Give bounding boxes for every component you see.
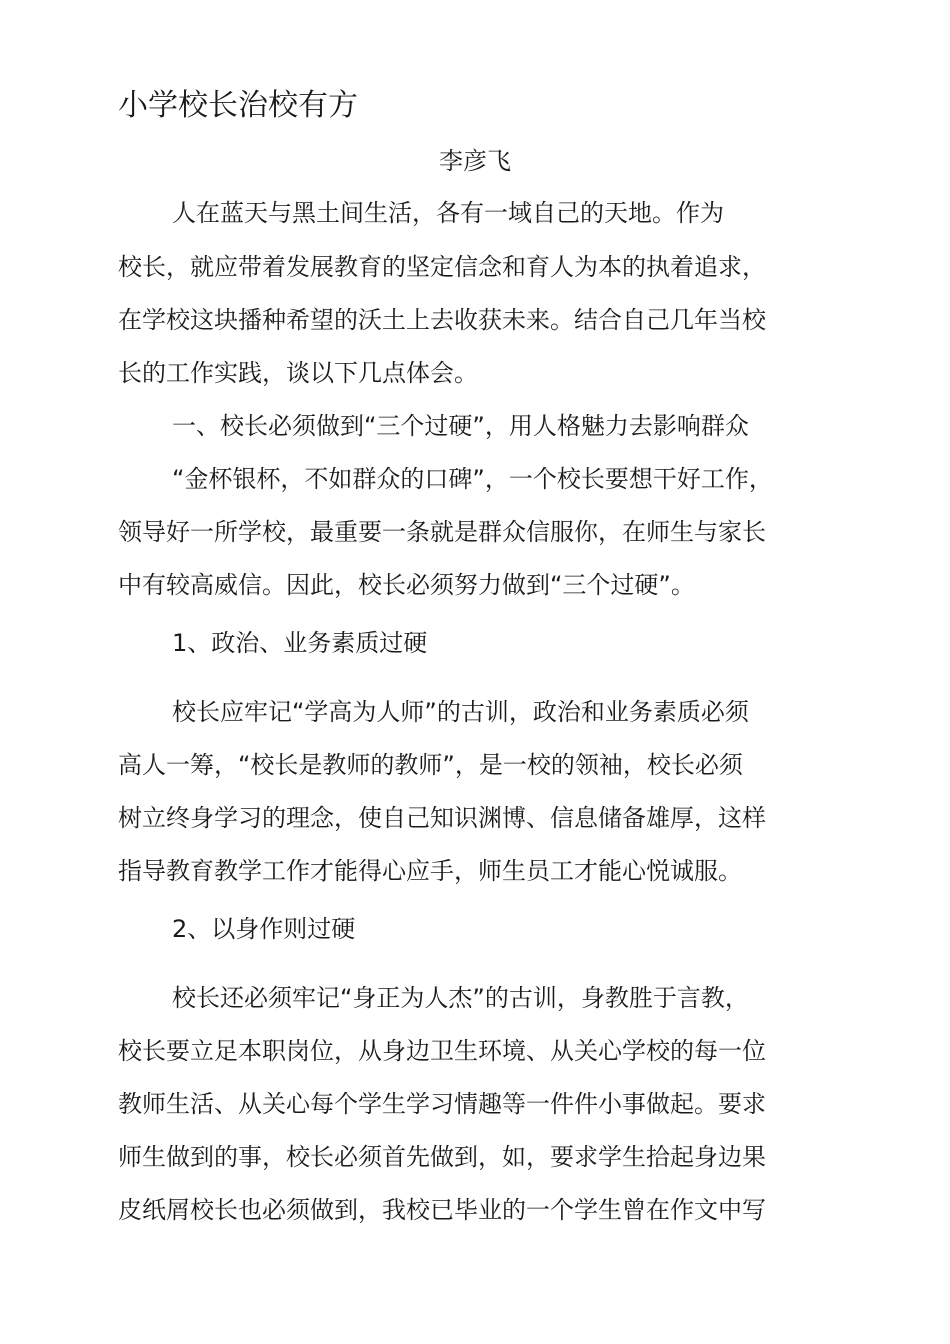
paragraph-line: 校长应牢记“学高为人师”的古训，政治和业务素质必须 — [172, 698, 749, 726]
paragraph-line: 校长还必须牢记“身正为人杰”的古训，身教胜于言教， — [172, 984, 749, 1012]
paragraph-line: 指导教育教学工作才能得心应手，师生员工才能心悦诚服。 — [118, 857, 742, 885]
section-heading: 一、校长必须做到“三个过硬”，用人格魅力去影响群众 — [172, 412, 749, 440]
paragraph-line: 中有较高威信。因此，校长必须努力做到“三个过硬”。 — [118, 571, 695, 599]
paragraph-line: 树立终身学习的理念，使自己知识渊博、信息储备雄厚，这样 — [118, 804, 766, 832]
paragraph-line: 校长，就应带着发展教育的坚定信念和育人为本的执着追求， — [118, 253, 766, 281]
paragraph-line: 在学校这块播种希望的沃土上去收获未来。结合自己几年当校 — [118, 306, 766, 334]
paragraph-line: “金杯银杯，不如群众的口碑”，一个校长要想干好工作， — [172, 465, 773, 493]
paragraph-line: 皮纸屑校长也必须做到，我校已毕业的一个学生曾在作文中写 — [118, 1196, 766, 1224]
paragraph-line: 领导好一所学校，最重要一条就是群众信服你，在师生与家长 — [118, 518, 766, 546]
author-name: 李彦飞 — [439, 147, 511, 175]
document-title: 小学校长治校有方 — [118, 88, 358, 123]
paragraph-line: 人在蓝天与黑土间生活，各有一域自己的天地。作为 — [172, 199, 724, 227]
paragraph-line: 教师生活、从关心每个学生学习情趣等一件件小事做起。要求 — [118, 1090, 766, 1118]
paragraph-line: 校长要立足本职岗位，从身边卫生环境、从关心学校的每一位 — [118, 1037, 766, 1065]
paragraph-line: 长的工作实践，谈以下几点体会。 — [118, 359, 478, 387]
paragraph-line: 高人一筹，“校长是教师的教师”，是一校的领袖，校长必须 — [118, 751, 743, 779]
paragraph-line: 师生做到的事，校长必须首先做到，如，要求学生拾起身边果 — [118, 1143, 766, 1171]
subsection-heading: 1、政治、业务素质过硬 — [172, 629, 428, 657]
subsection-heading: 2、以身作则过硬 — [172, 915, 356, 943]
